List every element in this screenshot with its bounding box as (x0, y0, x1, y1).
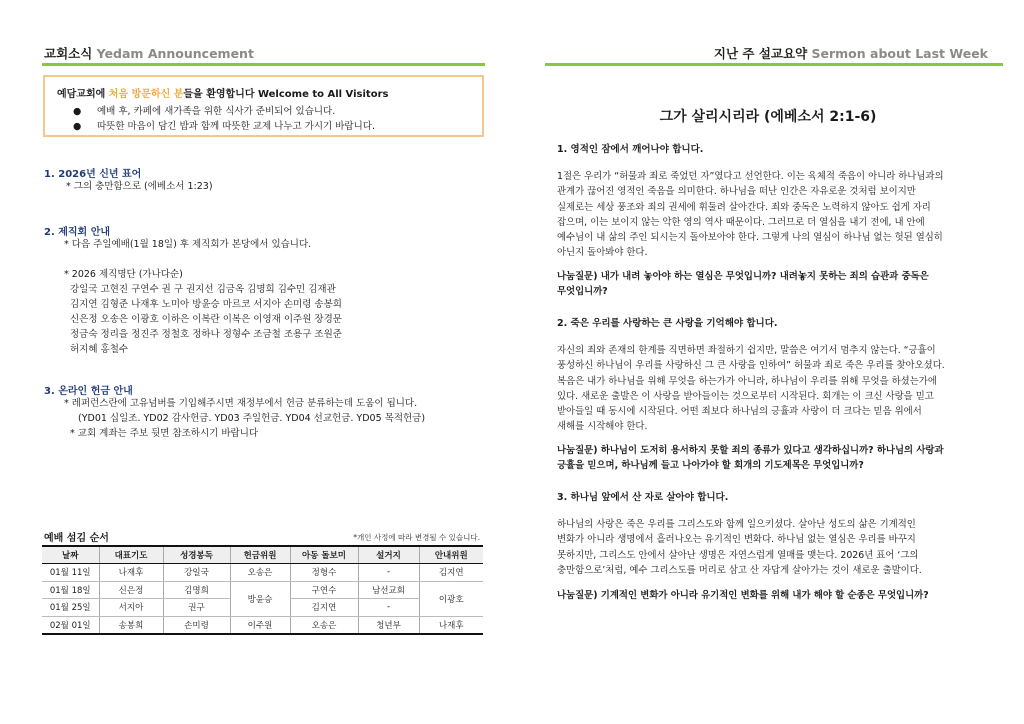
deacon-list-line: 허지혜 홍철수 (70, 344, 129, 355)
schedule-note: *개인 사정에 따라 변경될 수 있습니다. (353, 533, 480, 542)
table-cell: 송봉희 (99, 616, 163, 634)
paragraph-line: 아닌지 돌아봐야 한다. (557, 247, 648, 259)
table-cell: 김지연 (419, 564, 483, 582)
welcome-item-text: 예배 후, 카페에 새가족을 위한 식사가 준비되어 있습니다. (97, 106, 336, 117)
sermon-page (512, 0, 1024, 724)
announcement-header-ko: 교회소식 (44, 46, 93, 61)
deacon-list-line: 정금숙 정리을 정진주 정철호 정하나 정형수 조금철 조용구 조원준 (70, 329, 342, 340)
table-cell: 강일국 (163, 564, 230, 582)
deacon-list-line: 신은정 오송은 이광호 이하은 이복란 이복은 이영재 이주원 장경문 (70, 314, 342, 325)
schedule-title: 예배 섬김 순서 (44, 533, 109, 544)
welcome-box (43, 75, 484, 137)
welcome-item (73, 119, 375, 134)
table-cell: 이광호 (419, 581, 483, 616)
table-cell: 구연수 (290, 581, 358, 599)
table-cell: 02월 01일 (42, 616, 99, 634)
table-cell: 손미령 (163, 616, 230, 634)
table-header-row (42, 546, 483, 564)
column-header: 안내위원 (419, 546, 483, 564)
welcome-item-text: 따뜻한 마음이 담긴 밥과 함께 따뜻한 교제 나누고 가시기 바랍니다. (97, 121, 375, 132)
column-header: 설거지 (358, 546, 419, 564)
column-header: 날짜 (42, 546, 99, 564)
table-row (42, 564, 483, 582)
offering-codes: (YD01 십일조. YD02 감사헌금. YD03 주일헌금. YD04 선교헌금. YD05 목적헌금) (78, 413, 426, 424)
paragraph-line: 예수님이 내 삶의 주인 되시는지 돌아보아야 한다. 그렇게 나의 열심이 하나님 없는 헛된 열심히 (557, 232, 943, 244)
sermon-point-heading: 1. 영적인 잠에서 깨어나야 합니다. (557, 144, 704, 155)
sermon-paragraph (557, 343, 945, 435)
sermon-header-ko: 지난 주 설교요약 (713, 46, 808, 61)
header-divider (545, 63, 1003, 66)
table-cell: 01월 18일 (42, 581, 99, 599)
deacon-list-line: 김지연 김형준 나재후 노미아 방윤승 마르코 서지아 손미령 송봉희 (70, 299, 342, 310)
question-line: 나눔질문) 기계적인 변화가 아니라 유기적인 변화를 위해 내가 해야 할 순종은 무엇입니까? (557, 590, 929, 601)
paragraph-line: 관계가 끊어진 영적인 죽음을 의미한다. 하나님을 떠난 인간은 자유로운 것처럼 보이지만 (557, 186, 916, 198)
announcement-header-en: Yedam Announcement (96, 46, 254, 61)
table-row (42, 581, 483, 599)
table-cell: 01월 11일 (42, 564, 99, 582)
column-header: 대표기도 (99, 546, 163, 564)
table-cell: 남선교회 (358, 581, 419, 599)
section-title-deacon-meeting: 2. 제직회 안내 (44, 227, 111, 238)
sharing-question (557, 443, 944, 474)
header-divider (42, 63, 485, 66)
bullet-icon: ● (73, 106, 82, 117)
column-header: 아동 돌보미 (290, 546, 358, 564)
paragraph-line: 1절은 우리가 “허물과 죄로 죽었던 자”였다고 선언한다. 이는 육체적 죽음이 아니라 하나님과의 (557, 171, 944, 182)
paragraph-line: 새해를 시작해야 한다. (557, 421, 648, 433)
bullet-icon: ● (73, 121, 82, 132)
welcome-item (73, 104, 375, 119)
sermon-title: 그가 살리시리라 (에베소서 2:1-6) (659, 109, 877, 125)
table-cell: 김명희 (163, 581, 230, 599)
paragraph-line: 풍성하신 하나님이 우리를 사랑하신 그 큰 사랑을 인하여” 허물과 죄로 죽은 우리를 찾아오셨다. (557, 360, 945, 372)
table-cell: 청년부 (358, 616, 419, 634)
paragraph-line: 충만함으로’처럼, 예수 그리스도를 머리로 삼고 산 자답게 살아가는 것이 새로운 출발이다. (557, 564, 922, 576)
deacon-list-title: * 2026 제직명단 (가나다순) (64, 269, 183, 280)
sermon-point-heading: 3. 하나님 앞에서 산 자로 살아야 합니다. (557, 492, 729, 503)
table-row (42, 616, 483, 634)
table-cell: 나재후 (419, 616, 483, 634)
sermon-paragraph (557, 517, 922, 578)
table-cell: 방윤승 (230, 581, 290, 616)
welcome-title-highlight: 처음 방문하신 분 (108, 89, 184, 100)
paragraph-line: 있다. 새로운 출발은 이 사랑을 받아들이는 것으로부터 시작된다. 회개는 이 크신 사랑을 믿고 (557, 390, 934, 402)
section-title-online-offering: 3. 온라인 헌금 안내 (44, 386, 133, 397)
paragraph-line: 잡으며, 이는 보이지 않는 악한 영의 역사 때문이다. 그러므로 더 열심을 내기 전에, 내 안에 (557, 216, 925, 228)
table-cell: 나재후 (99, 564, 163, 582)
paragraph-line: 하나님의 사랑은 죽은 우리를 그리스도와 함께 일으키셨다. 살아난 성도의 삶은 기계적인 (557, 519, 916, 530)
table-cell: 01월 25일 (42, 599, 99, 617)
welcome-title-pre: 예담교회에 (57, 89, 109, 100)
table-cell: - (358, 599, 419, 617)
paragraph-line: 받아들일 때 동시에 시작된다. 어떤 죄보다 하나님의 긍휼과 사랑이 더 크다는 믿음 위에서 (557, 406, 922, 418)
table-cell: 김지연 (290, 599, 358, 617)
column-header: 헌금위원 (230, 546, 290, 564)
table-cell: 신은정 (99, 581, 163, 599)
column-header: 성경봉독 (163, 546, 230, 564)
welcome-list (73, 104, 375, 134)
section-title-motto: 1. 2026년 신년 표어 (44, 169, 142, 180)
welcome-title-post: 들을 환영합니다 Welcome to All Visitors (183, 89, 389, 100)
service-schedule-table (42, 545, 483, 635)
table-cell: 오송은 (230, 564, 290, 582)
sermon-header-en: Sermon about Last Week (811, 46, 988, 61)
sermon-header (714, 44, 988, 62)
welcome-title (57, 85, 388, 100)
announcement-header (44, 44, 254, 62)
motto-text: * 그의 충만함으로 (에베소서 1:23) (66, 181, 213, 192)
sermon-paragraph (557, 169, 944, 261)
table-cell: - (358, 564, 419, 582)
question-line: 긍휼을 믿으며, 하나님께 들고 나아가야 할 회개의 기도제목은 무엇입니까? (557, 460, 864, 472)
deacon-list-line: 강일국 고현진 구연수 권 구 권지선 김금옥 김명희 김수민 김재관 (70, 284, 336, 295)
sharing-question (557, 588, 929, 603)
table-cell: 권구 (163, 599, 230, 617)
paragraph-line: 실제로는 세상 풍조와 죄의 권세에 휘둘려 살아간다. 죄와 중독은 노력하지 않아도 쉽게 자리 (557, 201, 931, 213)
paragraph-line: 변화가 아니라 생명에서 흘러나오는 유기적인 변화다. 하나님 없는 열심은 우리를 바꾸지 (557, 534, 916, 546)
sermon-point-heading: 2. 죽은 우리를 사랑하는 큰 사랑을 기억해야 합니다. (557, 318, 778, 329)
question-line: 무엇입니까? (557, 286, 608, 298)
offering-account-note: * 교회 계좌는 주보 뒷면 참조하시기 바랍니다 (70, 428, 259, 439)
paragraph-line: 못하지만, 그리스도 안에서 살아난 생명은 자연스럽게 열매를 맺는다. 2026년 표어 ‘그의 (557, 549, 919, 561)
deacon-meeting-text: * 다음 주일예배(1월 18일) 후 제직회가 본당에서 있습니다. (64, 239, 312, 250)
paragraph-line: 복음은 내가 하나님을 위해 무엇을 하는가가 아니라, 하나님이 우리를 위해 무엇을 하셨는가에 (557, 375, 937, 387)
table-cell: 오송은 (290, 616, 358, 634)
table-cell: 이주원 (230, 616, 290, 634)
table-cell: 정형수 (290, 564, 358, 582)
question-line: 나눔질문) 내가 내려 놓아야 하는 열심은 무엇입니까? 내려놓지 못하는 죄의 습관과 중독은 (557, 271, 929, 282)
question-line: 나눔질문) 하나님이 도저히 용서하지 못할 죄의 종류가 있다고 생각하십니까? 하나님의 사랑과 (557, 445, 944, 456)
table-cell: 서지아 (99, 599, 163, 617)
sharing-question (557, 269, 929, 300)
offering-text: * 레퍼런스란에 고유넘버를 기입해주시면 재정부에서 헌금 분류하는데 도움이 됩니다. (64, 398, 418, 409)
paragraph-line: 자신의 죄와 존재의 한계를 직면하면 좌절하기 쉽지만, 말씀은 여기서 멈추지 않는다. “긍휼이 (557, 345, 936, 356)
